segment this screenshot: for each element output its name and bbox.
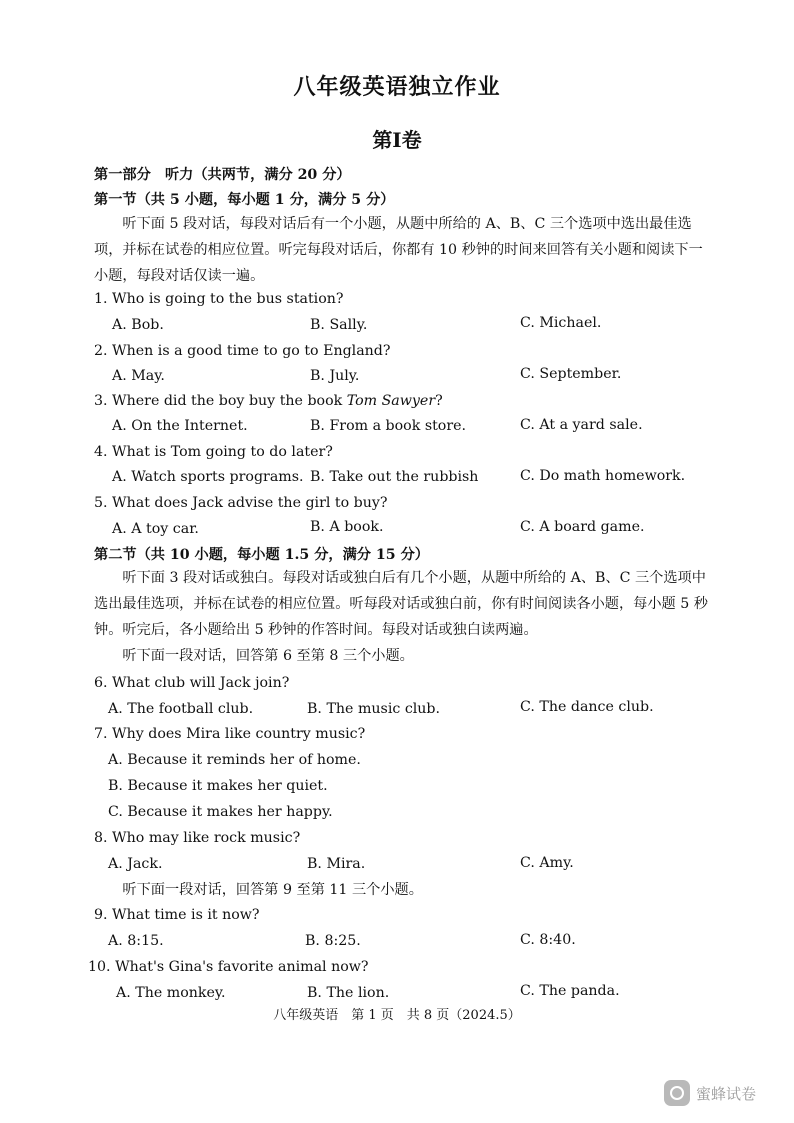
q10-option-b: B. The lion.: [307, 985, 390, 1001]
question-3-mark: ?: [435, 393, 443, 409]
search-logo-icon: [664, 1080, 690, 1106]
q9-option-b: B. 8:25.: [305, 933, 361, 949]
question-7: 7. Why does Mira like country music?: [94, 726, 366, 742]
q7-option-b: B. Because it makes her quiet.: [108, 778, 328, 794]
watermark-text: 蜜蜂试卷: [696, 1084, 757, 1103]
section2-note-6-8: 听下面一段对话，回答第 6 至第 8 三个小题。: [122, 648, 414, 664]
section2-heading: 第二节（共 10 小题，每小题 1.5 分，满分 15 分）: [94, 547, 429, 563]
section2-note-9-11: 听下面一段对话，回答第 9 至第 11 三个小题。: [122, 882, 423, 898]
question-9: 9. What time is it now?: [94, 907, 260, 923]
page-footer: 八年级英语 第 1 页 共 8 页（2024.5）: [273, 1008, 521, 1023]
q2-option-c: C. September.: [520, 366, 622, 382]
q5-option-a: A. A toy car.: [112, 521, 199, 537]
page-title: 八年级英语独立作业: [293, 74, 501, 100]
section1-instructions: 听下面 5 段对话，每段对话后有一个小题，从题中所给的 A、B、C 三个选项中选出最佳选项，并标在试卷的相应位置。听完每段对话后，你都有 10 秒钟的时间来回答有关小题和阅读下一小题，每段对话仅读一遍。: [94, 216, 703, 284]
q10-option-c: C. The panda.: [520, 983, 620, 999]
question-3-text: 3. Where did the boy buy the book: [94, 393, 347, 409]
q7-option-c: C. Because it makes her happy.: [108, 804, 333, 820]
q1-option-b: B. Sally.: [310, 317, 368, 333]
question-6: 6. What club will Jack join?: [94, 675, 290, 691]
q3-option-a: A. On the Internet.: [112, 418, 248, 434]
part1-heading: 第一部分 听力（共两节，满分 20 分）: [94, 167, 351, 183]
q4-option-a: A. Watch sports programs.: [112, 469, 304, 485]
q1-option-c: C. Michael.: [520, 315, 602, 331]
question-8: 8. Who may like rock music?: [94, 830, 301, 846]
q6-option-c: C. The dance club.: [520, 699, 654, 715]
q3-option-c: C. At a yard sale.: [520, 417, 643, 433]
section2-instructions: 听下面 3 段对话或独白。每段对话或独白后有几个小题，从题中所给的 A、B、C 三个选项中选出最佳选项，并标在试卷的相应位置。听每段对话或独白前，你有时间阅读各小题，每小题 5 秒钟。听完后，各小题给出 5 秒钟的作答时间。每段对话或独白读两遍。: [94, 570, 708, 638]
question-5: 5. What does Jack advise the girl to buy?: [94, 495, 388, 511]
q7-option-a: A. Because it reminds her of home.: [108, 752, 361, 768]
q5-option-c: C. A board game.: [520, 519, 645, 535]
q8-option-a: A. Jack.: [108, 856, 163, 872]
question-4: 4. What is Tom going to do later?: [94, 444, 333, 460]
q8-option-c: C. Amy.: [520, 855, 574, 871]
question-10: 10. What's Gina's favorite animal now?: [88, 959, 369, 975]
q2-option-a: A. May.: [112, 368, 165, 384]
q8-option-b: B. Mira.: [307, 856, 366, 872]
q1-option-a: A. Bob.: [112, 317, 164, 333]
book-title: Tom Sawyer: [346, 393, 436, 409]
question-3: [94, 393, 443, 409]
q6-option-a: A. The football club.: [108, 701, 254, 717]
question-2: 2. When is a good time to go to England?: [94, 343, 391, 359]
q3-option-b: B. From a book store.: [310, 418, 467, 434]
volume-title: 第Ⅰ卷: [372, 128, 422, 152]
watermark: [664, 1080, 756, 1106]
question-1: 1. Who is going to the bus station?: [94, 291, 344, 307]
q10-option-a: A. The monkey.: [116, 985, 226, 1001]
section1-heading: 第一节（共 5 小题，每小题 1 分，满分 5 分）: [94, 192, 395, 208]
q6-option-b: B. The music club.: [307, 701, 441, 717]
q9-option-a: A. 8:15.: [108, 933, 164, 949]
q9-option-c: C. 8:40.: [520, 932, 576, 948]
q4-option-c: C. Do math homework.: [520, 468, 686, 484]
q2-option-b: B. July.: [310, 368, 360, 384]
q5-option-b: B. A book.: [310, 519, 384, 535]
q4-option-b: B. Take out the rubbish: [310, 469, 479, 485]
